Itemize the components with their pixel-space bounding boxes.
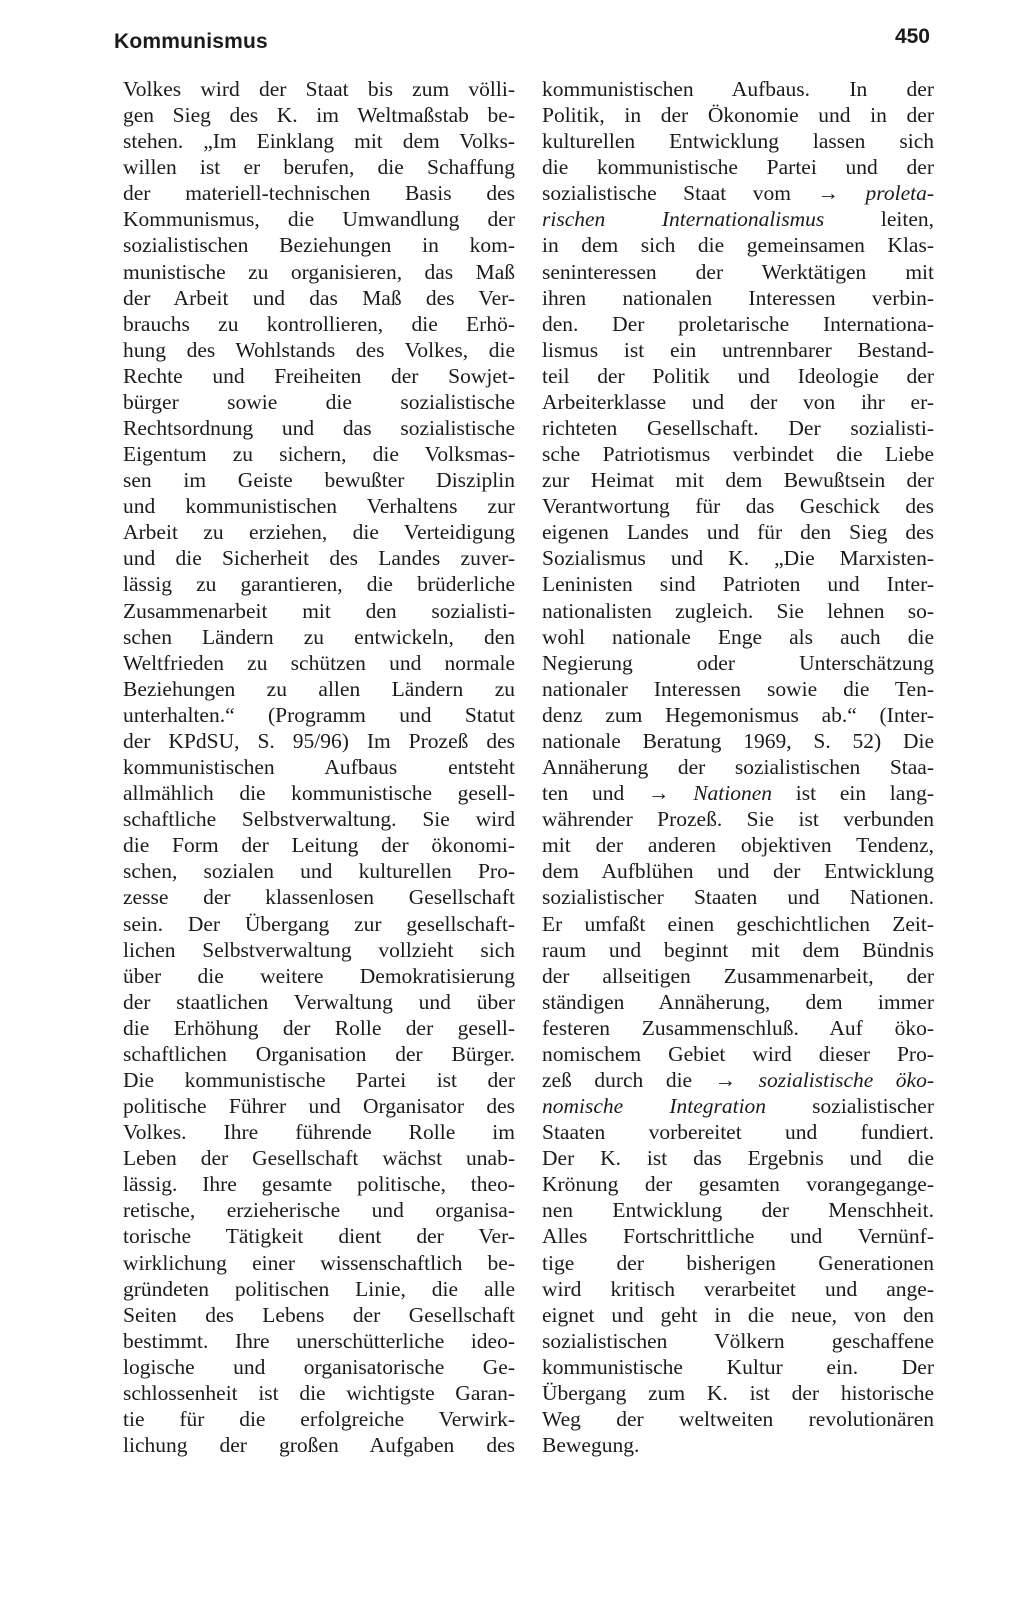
text-line: und kommunistischen Verhaltens zur — [123, 494, 515, 519]
text-line: Der K. ist das Ergebnis und die — [542, 1146, 934, 1171]
text-line: denz zum Hegemonismus ab.“ (Inter- — [542, 702, 934, 727]
text-line: schen Ländern zu entwickeln, den — [123, 624, 515, 649]
text-line: willen ist er berufen, die Schaffung — [123, 155, 515, 180]
text-line: Sozialismus und K. „Die Marxisten- — [542, 546, 934, 571]
text-line: festeren Zusammenschluß. Auf öko- — [542, 1015, 934, 1040]
text-line: schlossenheit ist die wichtigste Garan- — [123, 1380, 515, 1405]
text-line: torische Tätigkeit dient der Ver- — [123, 1224, 515, 1249]
cross-reference-arrow-icon: → — [817, 181, 839, 206]
text-line: über die weitere Demokratisierung — [123, 963, 515, 988]
text-line: wirklichung einer wissenschaftlich be- — [123, 1250, 515, 1275]
text-line: Kommunismus, die Umwandlung der — [123, 207, 515, 232]
cross-reference-arrow-icon: → — [647, 781, 670, 806]
text-line: tige der bisherigen Generationen — [542, 1250, 934, 1275]
text-line: eigenen Landes und für den Sieg des — [542, 520, 934, 545]
text-line: Verantwortung für das Geschick des — [542, 494, 934, 519]
cross-reference-term: Nationen — [669, 781, 773, 806]
text-line: sein. Der Übergang zur gesellschaft- — [123, 911, 515, 936]
text-line: nationale Beratung 1969, S. 52) Die — [542, 728, 934, 753]
text-line: sen im Geiste bewußter Disziplin — [123, 468, 515, 493]
text-line: Die kommunistische Partei ist der — [123, 1067, 515, 1092]
text-line: Alles Fortschrittliche und Vernünf- — [542, 1224, 934, 1249]
text-line: eignet und geht in die neue, von den — [542, 1302, 934, 1327]
text-line: bestimmt. Ihre unerschütterliche ideo- — [123, 1328, 515, 1353]
text-line: Arbeit zu erziehen, die Verteidigung — [123, 520, 515, 545]
text-line: Volkes. Ihre führende Rolle im — [123, 1120, 515, 1145]
text-line: mit der anderen objektiven Tendenz, — [542, 833, 934, 858]
text-line: ständigen Annäherung, dem immer — [542, 989, 934, 1014]
text-line: Annäherung der sozialistischen Staa- — [542, 755, 934, 780]
text-line: politische Führer und Organisator des — [123, 1094, 515, 1119]
text-line: zur Heimat mit dem Bewußtsein der — [542, 468, 934, 493]
text-line: hung des Wohlstands des Volkes, die — [123, 337, 515, 362]
text-line: Staaten vorbereitet und fundiert. — [542, 1120, 934, 1145]
text-line: richteten Gesellschaft. Der sozialisti- — [542, 416, 934, 441]
text-line — [542, 1067, 934, 1093]
text-line: teil der Politik und Ideologie der — [542, 363, 934, 388]
text-line: bürger sowie die sozialistische — [123, 389, 515, 414]
text-line: logische und organisatorische Ge- — [123, 1354, 515, 1379]
text-line: stehen. „Im Einklang mit dem Volks- — [123, 129, 515, 154]
text-line: wird kritisch verarbeitet und ange- — [542, 1276, 934, 1301]
text-line: dem Aufblühen und der Entwicklung — [542, 859, 934, 884]
text-line: kommunistischen Aufbaus entsteht — [123, 755, 515, 780]
text-line: sozialistischen Beziehungen in kom- — [123, 233, 515, 258]
text-line: raum und beginnt mit dem Bündnis — [542, 937, 934, 962]
text-run: leiten, — [824, 207, 934, 232]
cross-reference-term: proleta- — [838, 181, 934, 206]
text-line: brauchs zu kontrollieren, die Erhö- — [123, 311, 515, 336]
text-line: nomischem Gebiet wird dieser Pro- — [542, 1041, 934, 1066]
cross-reference-arrow-icon: → — [714, 1067, 737, 1092]
text-line: Bewegung. — [542, 1433, 640, 1458]
text-line: Rechte und Freiheiten der Sowjet- — [123, 363, 515, 388]
text-line: Politik, in der Ökonomie und in der — [542, 103, 934, 128]
text-line: zesse der klassenlosen Gesellschaft — [123, 885, 515, 910]
text-line: allmählich die kommunistische gesell- — [123, 781, 515, 806]
text-line: die Erhöhung der Rolle der gesell- — [123, 1015, 515, 1040]
text-line: Volkes wird der Staat bis zum völli- — [123, 77, 515, 101]
text-line: Leben der Gesellschaft wächst unab- — [123, 1146, 515, 1171]
text-line: die kommunistische Partei und der — [542, 155, 934, 180]
text-line: kommunistische Kultur ein. Der — [542, 1354, 934, 1379]
text-line: den. Der proletarische Internationa- — [542, 311, 934, 336]
text-line: munistische zu organisieren, das Maß — [123, 259, 515, 284]
text-line: retische, erzieherische und organisa- — [123, 1198, 515, 1223]
cross-reference-term: rischen Internationalismus — [542, 207, 825, 232]
text-line: schen, sozialen und kulturellen Pro- — [123, 859, 515, 884]
text-line: sozialistischen Völkern geschaffene — [542, 1328, 934, 1353]
text-line: in dem sich die gemeinsamen Klas- — [542, 233, 934, 258]
text-line: schaftlichen Organisation der Bürger. — [123, 1041, 515, 1066]
text-line: die Form der Leitung der ökonomi- — [123, 833, 515, 858]
text-line: nationalisten zugleich. Sie lehnen so- — [542, 598, 934, 623]
text-line: gen Sieg des K. im Weltmaßstab be- — [123, 103, 515, 128]
running-head-title: Kommunismus — [114, 30, 268, 53]
text-line — [542, 180, 934, 206]
text-line: Leninisten sind Patrioten und Inter- — [542, 572, 934, 597]
text-line: kommunistischen Aufbaus. In der — [542, 77, 934, 101]
text-line — [542, 1093, 934, 1119]
right-text-column — [542, 76, 934, 1458]
text-line: nen Entwicklung der Menschheit. — [542, 1198, 934, 1223]
text-line: Rechtsordnung und das sozialistische — [123, 416, 515, 441]
text-line: währender Prozeß. Sie ist verbunden — [542, 807, 934, 832]
text-line — [542, 780, 934, 806]
text-line: seninteressen der Werktätigen mit — [542, 259, 934, 284]
text-run: ten und — [542, 781, 648, 806]
text-line: lichung der großen Aufgaben des — [123, 1433, 515, 1458]
text-line: lismus ist ein untrennbarer Bestand- — [542, 337, 934, 362]
text-run: zeß durch die — [542, 1067, 715, 1092]
text-line: lichen Selbstverwaltung vollzieht sich — [123, 937, 515, 962]
text-run: ist ein lang- — [772, 781, 934, 806]
left-text-column — [123, 76, 515, 1458]
text-line: Negierung oder Unterschätzung — [542, 650, 934, 675]
text-line: Weltfrieden zu schützen und normale — [123, 650, 515, 675]
text-line — [542, 206, 934, 232]
text-line: der allseitigen Zusammenarbeit, der — [542, 963, 934, 988]
text-line: tie für die erfolgreiche Verwirk- — [123, 1406, 515, 1431]
cross-reference-term: nomische Integration — [542, 1094, 767, 1119]
text-line: lässig zu garantieren, die brüderliche — [123, 572, 515, 597]
text-line: der KPdSU, S. 95/96) Im Prozeß des — [123, 728, 515, 753]
text-line: Krönung der gesamten vorangegange- — [542, 1172, 934, 1197]
page-number: 450 — [894, 25, 930, 48]
text-line: Seiten des Lebens der Gesellschaft — [123, 1302, 515, 1327]
text-line: gründeten politischen Linie, die alle — [123, 1276, 515, 1301]
text-line: sche Patriotismus verbindet die Liebe — [542, 442, 934, 467]
cross-reference-term: sozialistische öko- — [736, 1067, 934, 1092]
text-line: der Arbeit und das Maß des Ver- — [123, 285, 515, 310]
text-line: Zusammenarbeit mit den sozialisti- — [123, 598, 515, 623]
text-line: Übergang zum K. ist der historische — [542, 1380, 934, 1405]
text-line: der materiell-technischen Basis des — [123, 181, 515, 206]
text-line: Weg der weltweiten revolutionären — [542, 1406, 934, 1431]
text-run: sozialistischer — [766, 1094, 934, 1119]
text-line: schaftliche Selbstverwaltung. Sie wird — [123, 807, 515, 832]
text-line: wohl nationale Enge als auch die — [542, 624, 934, 649]
text-line: sozialistischer Staaten und Nationen. — [542, 885, 934, 910]
text-line: nationaler Interessen sowie die Ten- — [542, 676, 934, 701]
text-line: Beziehungen zu allen Ländern zu — [123, 676, 515, 701]
text-line: kulturellen Entwicklung lassen sich — [542, 129, 934, 154]
text-line: unterhalten.“ (Programm und Statut — [123, 702, 515, 727]
text-line: und die Sicherheit des Landes zuver- — [123, 546, 515, 571]
text-line: Arbeiterklasse und der von ihr er- — [542, 389, 934, 414]
text-line: Er umfaßt einen geschichtlichen Zeit- — [542, 911, 934, 936]
text-line: Eigentum zu sichern, die Volksmas- — [123, 442, 515, 467]
text-line: lässig. Ihre gesamte politische, theo- — [123, 1172, 515, 1197]
text-line: ihren nationalen Interessen verbin- — [542, 285, 934, 310]
text-line: der staatlichen Verwaltung und über — [123, 989, 515, 1014]
text-run: sozialistische Staat vom — [542, 181, 818, 206]
